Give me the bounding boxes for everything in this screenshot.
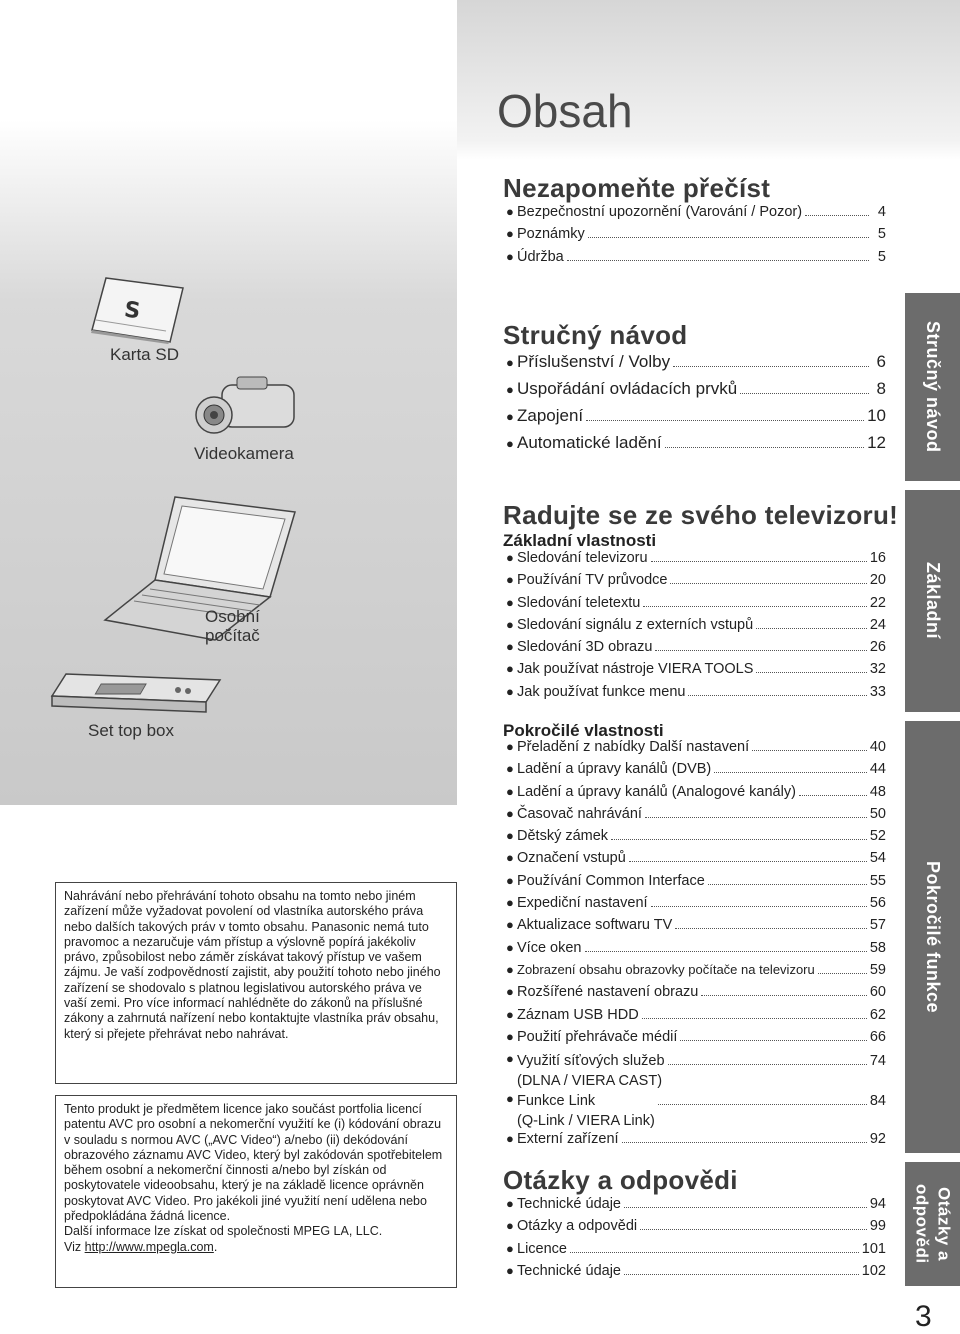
toc-item[interactable]: ● Sledování televizoru 16 [506, 550, 886, 566]
toc-item[interactable]: ● Příslušenství / Volby 6 [506, 352, 886, 371]
section-enjoy-title: Radujte se ze svého televizoru! [503, 500, 899, 530]
bullet-icon: ● [506, 248, 514, 264]
bullet-icon: ● [506, 382, 514, 397]
page-number: 3 [915, 1300, 932, 1333]
toc-link-line2: (Q-Link / VIERA Link) [517, 1113, 655, 1130]
toc-item[interactable]: ● Přeladění z nabídky Další nastavení 40 [506, 739, 886, 755]
toc-item[interactable]: ● Expediční nastavení 56 [506, 895, 886, 912]
tab-faq[interactable] [905, 1162, 960, 1286]
tab-quick-guide[interactable]: Stručný návod [905, 293, 960, 481]
pc-label [205, 607, 260, 645]
tab-faq-line2: odpovědi [912, 1184, 932, 1264]
bullet-icon: ● [506, 984, 514, 1000]
sd-card-icon [88, 276, 188, 346]
toc-item[interactable]: ● Sledování signálu z externích vstupů 24 [506, 616, 886, 633]
bullet-icon: ● [506, 204, 514, 219]
bullet-icon: ● [506, 1196, 514, 1211]
bullet-icon: ● [506, 828, 514, 844]
bullet-icon: ● [506, 872, 514, 888]
bullet-icon: ● [506, 1131, 514, 1147]
toc-item[interactable]: ● Rozšířené nastavení obrazu 60 [506, 984, 886, 1001]
bullet-icon: ● [506, 1218, 514, 1234]
toc-item[interactable]: ● Údržba 5 [506, 248, 886, 265]
toc-item[interactable]: ● Sledování teletextu 22 [506, 594, 886, 611]
toc-item[interactable]: ● Ladění a úpravy kanálů (Analogové kanály) 48 [506, 783, 886, 800]
toc-item[interactable]: ● Více oken 58 [506, 939, 886, 956]
bullet-icon: ● [506, 226, 514, 242]
toc-network-line2: (DLNA / VIERA CAST) [517, 1073, 663, 1090]
toc-item[interactable]: ● Používání Common Interface 55 [506, 872, 886, 889]
bullet-icon: ● [506, 1028, 514, 1044]
toc-item[interactable]: ● Otázky a odpovědi 99 [506, 1218, 886, 1235]
toc-remember [506, 204, 886, 271]
bullet-icon: ● [506, 1006, 514, 1022]
laptop-icon [100, 492, 300, 642]
toc-quick [506, 352, 886, 460]
advanced-features-subtitle: Pokročilé vlastnosti [503, 721, 664, 740]
toc-item[interactable]: ● Ladění a úpravy kanálů (DVB) 44 [506, 761, 886, 778]
svg-text:S: S [122, 297, 142, 325]
toc-item[interactable]: ● Záznam USB HDD 62 [506, 1006, 886, 1023]
toc-item[interactable]: ● Jak používat funkce menu 33 [506, 683, 886, 700]
viz-label: Viz [64, 1239, 85, 1254]
toc-item[interactable]: ● Technické údaje 94 [506, 1196, 886, 1212]
toc-item[interactable]: ● Uspořádání ovládacích prvků 8 [506, 379, 886, 398]
toc-item-link[interactable]: ● Funkce Link (Q-Link / VIERA Link) 84 [506, 1091, 886, 1130]
bullet-icon: ● [506, 961, 514, 977]
bullet-icon: ● [506, 783, 514, 799]
section-faq-title: Otázky a odpovědi [503, 1165, 738, 1195]
bullet-icon: ● [506, 739, 514, 754]
toc-item[interactable]: ● Automatické ladění 12 [506, 433, 886, 452]
bullet-icon: ● [506, 1051, 514, 1067]
toc-item[interactable]: ● Zapojení 10 [506, 406, 886, 425]
toc-item[interactable]: ● Licence 101 [506, 1240, 886, 1257]
bullet-icon: ● [506, 572, 514, 588]
pc-label-line1: Osobní [205, 607, 260, 626]
avc-license-text: Tento produkt je předmětem licence jako součást portfolia licencí patentu AVC pro osobní a nekomerční využití ke (i) kódování obrazu v souladu s normou AVC („AVC Video“) a/nebo (ii) dekódování obrazového záznamu AVC Video, který byl zakódován spotřebitelem během osobní a nekomerční činnosti a/nebo byl získán od poskytovatele videoobsahu, který je na základě licence oprávněn poskytovat AVC Video. Pro jakékoli jiné využití není udělena nebo předpokládána žádná licence. [64, 1102, 443, 1224]
avc-license-notice [55, 1095, 457, 1288]
toc-advanced [506, 739, 886, 1153]
bullet-icon: ● [506, 1240, 514, 1256]
bullet-icon: ● [506, 939, 514, 955]
toc-network-line1: Využití síťových služeb [517, 1053, 665, 1070]
section-quick-title: Stručný návod [503, 320, 688, 350]
bullet-icon: ● [506, 683, 514, 699]
bullet-icon: ● [506, 409, 514, 424]
toc-item[interactable]: ● Bezpečnostní upozornění (Varování / Pozor) 4 [506, 204, 886, 220]
mpegla-link[interactable]: http://www.mpegla.com [84, 1239, 214, 1254]
toc-item[interactable]: ● Zobrazení obsahu obrazovky počítače na televizoru 59 [506, 961, 886, 978]
bullet-icon: ● [506, 616, 514, 632]
toc-item[interactable]: ● Poznámky 5 [506, 226, 886, 243]
toc-item[interactable]: ● Používání TV průvodce 20 [506, 572, 886, 589]
tab-basic[interactable]: Základní [905, 490, 960, 712]
toc-item[interactable]: ● Použití přehrávače médií 66 [506, 1028, 886, 1045]
basic-features-subtitle: Základní vlastnosti [503, 531, 657, 550]
toc-link-line1: Funkce Link [517, 1093, 596, 1110]
toc-item[interactable]: ● Externí zařízení 92 [506, 1131, 886, 1148]
bullet-icon: ● [506, 895, 514, 911]
section-remember-title: Nezapomeňte přečíst [503, 173, 771, 203]
set-top-box-label: Set top box [88, 721, 175, 740]
toc-basic [506, 550, 886, 706]
camcorder-icon [192, 375, 302, 440]
bullet-icon: ● [506, 639, 514, 655]
mpeg-info: Další informace lze získat od společnosti MPEG LA, LLC. [64, 1224, 383, 1239]
viz-end: . [213, 1239, 218, 1254]
tab-faq-line1: Otázky a [934, 1187, 954, 1261]
set-top-box-icon [48, 672, 223, 717]
pc-label-line2: počítač [205, 626, 260, 645]
sd-card-label: Karta SD [110, 345, 179, 364]
toc-item[interactable]: ● Označení vstupů 54 [506, 850, 886, 867]
tab-advanced[interactable]: Pokročilé funkce [905, 721, 960, 1153]
bullet-icon: ● [506, 436, 514, 451]
toc-item[interactable]: ● Dětský zámek 52 [506, 828, 886, 845]
toc-item-network[interactable]: ● Využití síťových služeb (DLNA / VIERA CAST) 74 [506, 1051, 886, 1090]
bullet-icon: ● [506, 355, 514, 370]
bullet-icon: ● [506, 917, 514, 933]
bullet-icon: ● [506, 805, 514, 821]
toc-item[interactable]: ● Technické údaje 102 [506, 1262, 886, 1279]
page-title: Obsah [497, 85, 633, 137]
bullet-icon: ● [506, 661, 514, 677]
toc-item[interactable]: ● Aktualizace softwaru TV 57 [506, 917, 886, 934]
toc-item[interactable]: ● Časovač nahrávání 50 [506, 805, 886, 822]
toc-item[interactable]: ● Sledování 3D obrazu 26 [506, 639, 886, 656]
toc-item[interactable]: ● Jak používat nástroje VIERA TOOLS 32 [506, 661, 886, 678]
copyright-notice: Nahrávání nebo přehrávání tohoto obsahu na tomto nebo jiném zařízení může vyžadovat povolení od vlastníka autorského práva nebo dalších takových práv v tomto obsahu. Panasonic nemá tuto pravomoc a nezaručuje vám přístup a výslovně popírá jakékoliv právo, způsobilost nebo záměr získávat takový přístup ve vašem zájmu. Je vaší zodpovědností zajistit, aby použití tohoto nebo jiného zařízení se shodovalo s platnou legislativou autorského práva ve vaší zemi. Pro více informací nahlédněte do zákonů na příslušné zákony a zahrnutá nařízení nebo kontaktujte vlastníka práv obsahu, který si přejete přehrávat nebo nahrávat. [55, 882, 457, 1084]
bullet-icon: ● [506, 550, 514, 565]
toc-faq [506, 1196, 886, 1285]
bullet-icon: ● [506, 594, 514, 610]
bullet-icon: ● [506, 761, 514, 777]
bullet-icon: ● [506, 1091, 514, 1107]
bullet-icon: ● [506, 850, 514, 866]
bullet-icon: ● [506, 1262, 514, 1278]
camcorder-label: Videokamera [194, 444, 294, 463]
